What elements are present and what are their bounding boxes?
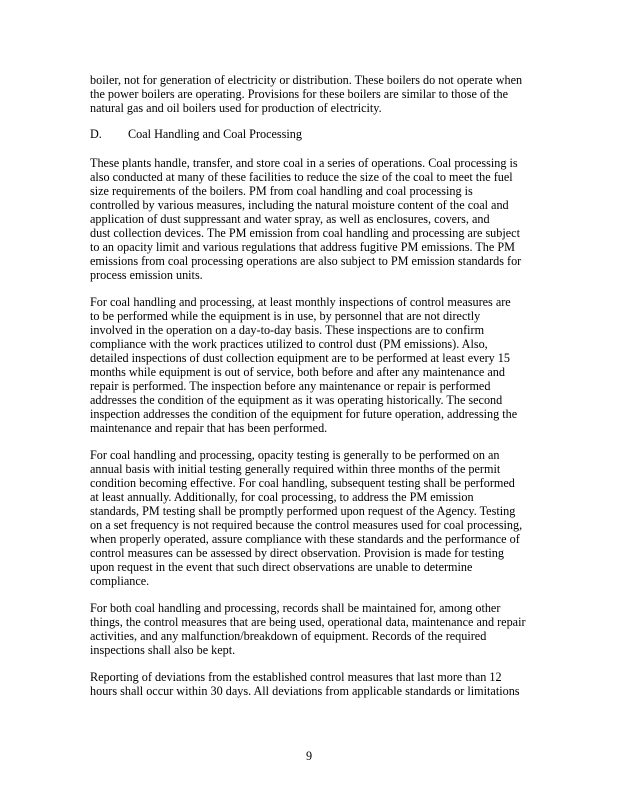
section-letter: D. [90,127,102,141]
text-line: application of dust suppressant and water spray, as well as enclosures, covers, and [90,212,490,226]
text-line: involved in the operation on a day-to-day basis. These inspections are to confirm [90,323,485,337]
text-line: addresses the condition of the equipment as it was operating historically. The second [90,393,503,407]
text-line: activities, and any malfunction/breakdown of equipment. Records of the required [90,629,487,643]
text-line: maintenance and repair that has been performed. [90,421,328,435]
text-line: upon request in the event that such direct observations are unable to determine [90,560,473,574]
text-line: compliance with the work practices utilized to control dust (PM emissions). Also, [90,337,488,351]
text-line: when properly operated, assure compliance with these standards and the performance of [90,532,520,546]
text-line: also conducted at many of these facilities to reduce the size of the coal to meet the fuel [90,170,513,184]
text-line: detailed inspections of dust collection equipment are to be performed at least every 15 [90,351,510,365]
text-line: to an opacity limit and various regulations that address fugitive PM emissions. The PM [90,240,515,254]
text-line: boiler, not for generation of electricity or distribution. These boilers do not operate when [90,73,523,87]
text-line: the power boilers are operating. Provisions for these boilers are similar to those of the [90,87,508,101]
text-line: things, the control measures that are being used, operational data, maintenance and repair [90,615,526,629]
text-line: Reporting of deviations from the established control measures that last more than 12 [90,670,502,684]
text-line: hours shall occur within 30 days. All deviations from applicable standards or limitations [90,684,520,698]
text-line: to be performed while the equipment is in use, by personnel that are not directly [90,309,481,323]
section-heading: Coal Handling and Coal Processing [128,127,302,141]
text-line: compliance. [90,574,150,588]
text-line: dust collection devices. The PM emission from coal handling and processing are subject [90,226,520,240]
page-number: 9 [305,749,313,763]
text-line: repair is performed. The inspection before any maintenance or repair is performed [90,379,491,393]
text-line: For both coal handling and processing, records shall be maintained for, among other [90,601,501,615]
text-line: controlled by various measures, including the natural moisture content of the coal and [90,198,509,212]
text-line: emissions from coal processing operations are also subject to PM emission standards for [90,254,522,268]
text-line: inspections shall also be kept. [90,643,236,657]
text-line: annual basis with initial testing generally required within three months of the permit [90,462,501,476]
text-line: on a set frequency is not required because the control measures used for coal processing, [90,518,523,532]
text-line: These plants handle, transfer, and store coal in a series of operations. Coal processing is [90,156,518,170]
text-line: For coal handling and processing, at least monthly inspections of control measures are [90,295,511,309]
text-line: size requirements of the boilers. PM from coal handling and coal processing is [90,184,473,198]
text-line: months while equipment is out of service, both before and after any maintenance and [90,365,505,379]
text-line: standards, PM testing shall be promptly performed upon request of the Agency. Testing [90,504,516,518]
text-line: inspection addresses the condition of the equipment for future operation, addressing the [90,407,518,421]
text-line: natural gas and oil boilers used for production of electricity. [90,101,382,115]
text-line: process emission units. [90,268,203,282]
text-line: For coal handling and processing, opacity testing is generally to be performed on an [90,448,500,462]
text-line: control measures can be assessed by direct observation. Provision is made for testing [90,546,504,560]
text-line: at least annually. Additionally, for coal processing, to address the PM emission [90,490,474,504]
text-line: condition becoming effective. For coal handling, subsequent testing shall be performed [90,476,515,490]
